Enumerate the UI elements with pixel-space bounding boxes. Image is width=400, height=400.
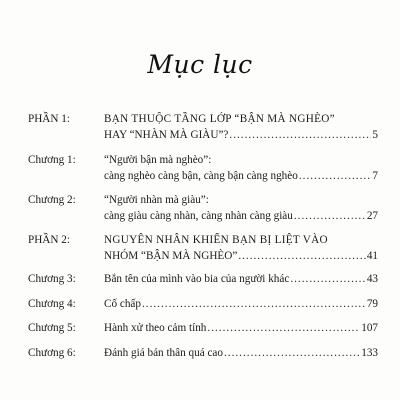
- page-number: 133: [361, 346, 378, 359]
- entry-line: Bắn tên của mình vào bia của người khác: [104, 273, 290, 285]
- toc-entry-part-1: [28, 112, 378, 143]
- entry-leader-line: [104, 128, 378, 144]
- dot-leader: [142, 297, 366, 313]
- toc-entry-chapter-2: [28, 193, 378, 224]
- entry-line: Hành xử theo cảm tính: [104, 322, 207, 334]
- entry-label: PHẦN 1:: [28, 113, 70, 125]
- dot-leader: [207, 321, 360, 337]
- entry-label: Chương 5:: [28, 322, 76, 334]
- entry-line: BẠN THUỘC TẦNG LỚP “BẬN MÀ NGHÈO”: [104, 113, 335, 125]
- entry-leader-line: [104, 272, 378, 288]
- entry-leader-line: [104, 297, 378, 313]
- entry-line: “Người bận mà nghèo”:: [104, 154, 212, 166]
- page-number: 5: [372, 128, 378, 141]
- entry-label: Chương 6:: [28, 346, 76, 359]
- entry-text: [104, 272, 378, 288]
- dot-leader: [294, 209, 366, 225]
- entry-text: [104, 193, 378, 224]
- toc-entry-chapter-5: [28, 321, 378, 337]
- dot-leader: [238, 249, 366, 265]
- page-number: 7: [372, 169, 378, 182]
- entry-leader-line: [104, 346, 378, 362]
- entry-text: [104, 233, 378, 264]
- entry-leader-line: [104, 249, 378, 265]
- entry-line: NGUYÊN NHÂN KHIẾN BẠN BỊ LIỆT VÀO: [104, 234, 328, 246]
- entry-leader-line: [104, 209, 378, 225]
- dot-leader: [299, 169, 372, 185]
- entry-text: [104, 346, 378, 362]
- entry-label: Chương 3:: [28, 273, 76, 285]
- toc-entry-chapter-4: [28, 297, 378, 313]
- entry-label: Chương 2:: [28, 194, 76, 206]
- entry-line: Đánh giá bản thân quá cao: [104, 346, 223, 359]
- entry-text: [104, 153, 378, 184]
- toc-entry-chapter-1: [28, 153, 378, 184]
- entry-line: Cố chấp: [104, 297, 141, 310]
- entry-line: NHÓM “BẬN MÀ NGHÈO”: [104, 249, 238, 262]
- page-number: 27: [366, 209, 378, 222]
- page-title: Mục lục: [147, 50, 253, 79]
- page-number: 43: [366, 273, 378, 285]
- toc-entry-chapter-3: [28, 272, 378, 288]
- page-number: 79: [366, 297, 378, 310]
- entry-label: Chương 4:: [28, 297, 76, 310]
- table-of-contents: [28, 112, 378, 370]
- dot-leader: [224, 346, 360, 362]
- page-number: 107: [361, 322, 378, 334]
- entry-label: PHẦN 2:: [28, 234, 70, 246]
- entry-leader-line: [104, 169, 378, 185]
- entry-leader-line: [104, 321, 378, 337]
- dot-leader: [290, 272, 365, 288]
- entry-line: HAY “NHÀN MÀ GIÀU”?: [104, 128, 229, 141]
- entry-text: [104, 321, 378, 337]
- toc-entry-chapter-6: [28, 346, 378, 362]
- dot-leader: [229, 128, 371, 144]
- entry-text: [104, 297, 378, 313]
- entry-line: “Người nhàn mà giàu”:: [104, 194, 209, 206]
- entry-text: [104, 112, 378, 143]
- entry-label: Chương 1:: [28, 154, 76, 166]
- toc-entry-part-2: [28, 233, 378, 264]
- page-number: 41: [366, 249, 378, 262]
- entry-line: càng giàu càng nhàn, càng nhàn càng giàu: [104, 209, 293, 222]
- entry-line: càng nghèo càng bận, càng bận càng nghèo: [104, 169, 298, 182]
